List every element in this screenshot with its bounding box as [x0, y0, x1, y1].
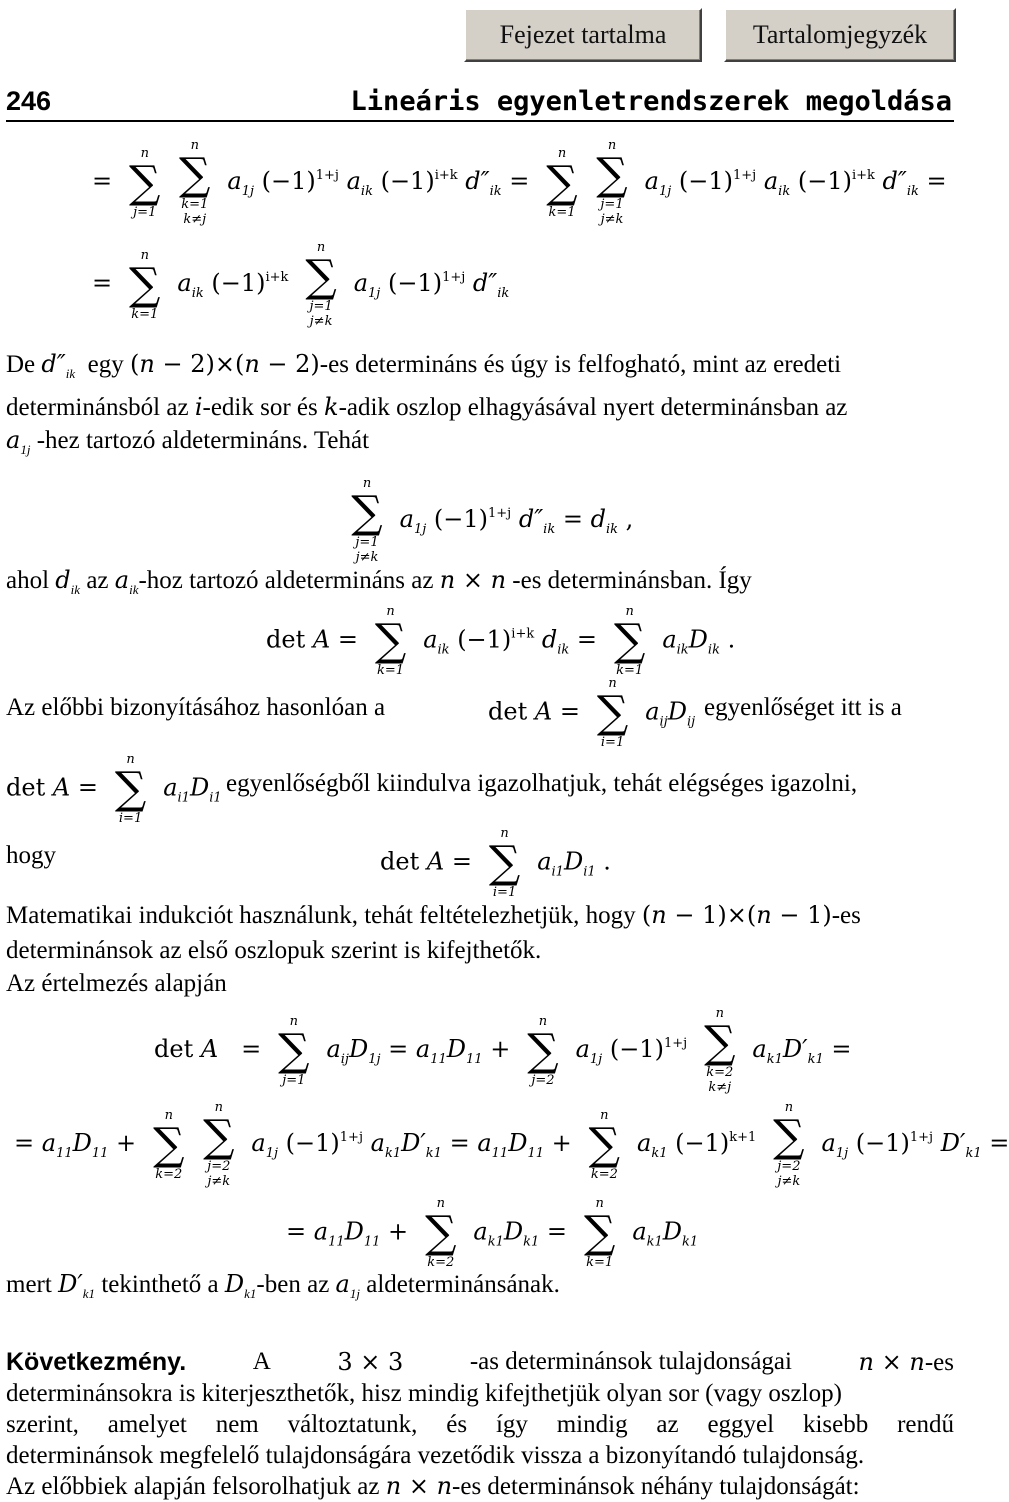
page-title: Lineáris egyenletrendszerek megoldása: [350, 86, 952, 117]
text-line: determinánsok az első oszlopuk szerint is kifejthetők.: [6, 937, 542, 964]
text-line: Az előbbi bizonyításához hasonlóan a: [6, 694, 386, 721]
equation-7: = $a_{11}D_{11}$ + n ∑ k=2 n ∑ j=2 j≠k $a_{1j}$ $(-1)^{1+j}$ $a_{k1}D'_{k1} = a_{11}D_{11}$ + n ∑ k=2 $a_{k1}$ $(-1)^{k+1}$ n ∑ j=2 j≠k $a_{1j}$ $(-1)^{1+j}$ $D'_{k1}$ =: [14, 1100, 1009, 1189]
equation-1: = n ∑ j=1 n ∑ k=1 k≠j $a_{1j}$ $(-1)^{1+j}$ $a_{ik}$ $(-1)^{i+k}$ $d''_{ik}$ = n ∑ k=1 n ∑ j=1 j≠k $a_{1j}$ $(-1)^{1+j}$ $a_{ik}$ $(-1)^{i+k}$ $d''_{ik}$ =: [92, 138, 947, 227]
text-line: mert $D'_{k1}$ tekinthető a $D_{k1}$-ben az $a_{1j}$ aldeterminánsának.: [6, 1270, 560, 1301]
text-line: hogy: [6, 842, 56, 869]
page-number: 246: [6, 86, 52, 116]
text-line: determinánsok megfelelő tulajdonságára vezetődik vissza a bizonyítandó tulajdonság.: [6, 1442, 865, 1469]
equation-5: det A = n ∑ i=1 $a_{i1}D_{i1}$ .: [380, 826, 611, 900]
text-line: $a_{1j}$ -hez tartozó aldetermináns. Tehát: [6, 426, 370, 457]
equation-8: = $a_{11}D_{11}$ + n ∑ k=2 $a_{k1}D_{k1}$ = n ∑ k=1 $a_{k1}D_{k1}$: [286, 1196, 699, 1270]
equation-2: = n ∑ k=1 $a_{ik}$ $(-1)^{i+k}$ n ∑ j=1 j≠k $a_{1j}$ $(-1)^{1+j}$ $d''_{ik}$: [92, 240, 510, 329]
text-line: Matematikai indukciót használunk, tehát feltételezhetjük, hogy (n − 1)×(n − 1)-es: [6, 901, 861, 929]
text-line: ahol $d_{ik}$ az $a_{ik}$-hoz tartozó aldetermináns az n × n -es determinánsban. Így: [6, 566, 752, 597]
text-line: egyenlőségből kiindulva igazolhatjuk, tehát elégséges igazolni,: [226, 770, 858, 797]
text-line: determinánsból az i-edik sor és k-adik oszlop elhagyásával nyert determinánsban az: [6, 393, 848, 421]
equation-inline: det A = n ∑ i=1 $a_{ij}D_{ij}$: [488, 676, 696, 750]
equation-3: n ∑ j=1 j≠k $a_{1j}$ $(-1)^{1+j}$ $d''_{ik} = d_{ik}$ ,: [351, 476, 634, 565]
text-line: szerint, amelyet nem változtatunk, és így mindig az eggyel kisebb rendű: [6, 1411, 954, 1438]
equation-4: det A = n ∑ k=1 $a_{ik}$ $(-1)^{i+k}$ $d_{ik}$ = n ∑ k=1 $a_{ik}D_{ik}$ .: [266, 604, 736, 678]
text-line: Az értelmezés alapján: [6, 970, 227, 997]
table-of-contents-button[interactable]: Tartalomjegyzék: [724, 8, 956, 62]
equation-inline: det A = n ∑ i=1 $a_{i1}D_{i1}$: [6, 752, 222, 826]
text-line: Következmény. A 3 × 3 -as determinánsok tulajdonságai n × n-es: [6, 1348, 954, 1376]
chapter-contents-button[interactable]: Fejezet tartalma: [464, 8, 702, 62]
text-line: Az előbbiek alapján felsorolhatjuk az n × n-es determinánsok néhány tulajdonságát:: [6, 1472, 860, 1500]
consequence-heading: Következmény.: [6, 1348, 187, 1376]
text-line: De $d''_{ik}$ egy (n − 2)×(n − 2)-es determináns és úgy is felfogható, mint az eredeti: [6, 350, 842, 381]
text-line: egyenlőséget itt is a: [704, 694, 902, 721]
equation-6: det A = n ∑ j=1 $a_{ij}D_{1j} = a_{11}D_{11}$ + n ∑ j=2 $a_{1j}$ $(-1)^{1+j}$ n ∑ k=2 k≠j $a_{k1}D'_{k1}$ =: [154, 1006, 852, 1095]
text-line: determinánsokra is kiterjeszthetők, hisz mindig kifejthetjük olyan sor (vagy oszlop): [6, 1380, 842, 1407]
page-header: [6, 86, 954, 122]
